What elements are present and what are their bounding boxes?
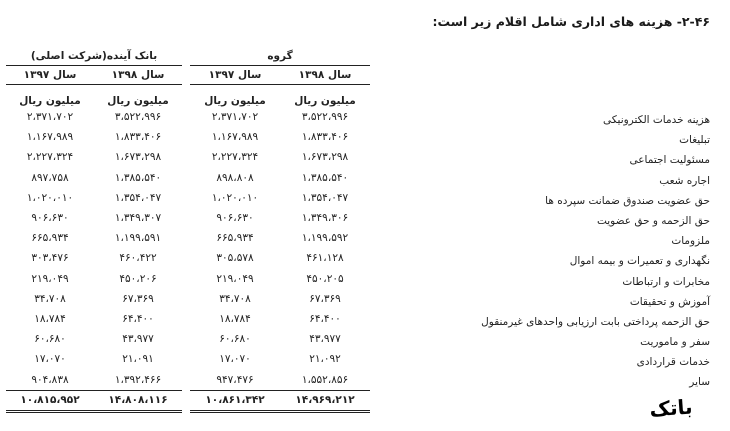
- value-cell: ۴۶۱،۱۲۸: [306, 252, 344, 265]
- col-group-1398: سال ۱۳۹۸: [280, 66, 370, 85]
- value-cell: ۱،۳۴۹،۳۰۷: [114, 212, 162, 225]
- row-label: سایر: [689, 376, 710, 389]
- value-cell: ۲۱،۰۹۲: [309, 353, 341, 366]
- value-cell: ۳۰۵،۵۷۸: [216, 252, 254, 265]
- col-group-1397: سال ۱۳۹۷: [190, 66, 280, 85]
- value-cell: ۲۱۹،۰۴۹: [216, 272, 254, 285]
- row-label: خدمات قراردادی: [636, 356, 710, 369]
- row-label: مسئولیت اجتماعی: [629, 154, 710, 167]
- value-cell: ۲،۳۷۱،۷۰۲: [211, 111, 259, 124]
- row-label: ملزومات: [671, 235, 710, 248]
- table-row: [6, 369, 370, 390]
- row-label: تبلیغات: [679, 134, 710, 147]
- value-cell: ۱۸،۷۸۴: [34, 312, 66, 325]
- value-cell: ۱،۱۹۹،۵۹۱: [114, 232, 162, 245]
- value-cell: ۱،۳۹۲،۴۶۶: [114, 373, 162, 386]
- value-cell: ۳،۵۲۲،۹۹۶: [301, 111, 349, 124]
- value-cell: ۱،۳۴۹،۳۰۶: [301, 212, 349, 225]
- value-cell: ۱۷،۰۷۰: [219, 353, 251, 366]
- col-bank-1397: سال ۱۳۹۷: [6, 66, 94, 85]
- table-row: [6, 248, 370, 268]
- row-label: آموزش و تحقیقات: [629, 295, 710, 308]
- value-cell: ۶۷،۳۶۹: [122, 292, 154, 305]
- table-row: [6, 188, 370, 208]
- total-cell: ۱۴،۹۶۹،۲۱۲: [280, 390, 370, 411]
- value-cell: ۸۹۸،۸۰۸: [216, 171, 254, 184]
- unit-label: میلیون ریال: [204, 95, 266, 107]
- row-label: سفر و ماموریت: [640, 336, 710, 349]
- table-row: [6, 208, 370, 228]
- table-row: [6, 269, 370, 289]
- value-cell: ۱،۸۳۳،۴۰۶: [114, 131, 162, 144]
- value-cell: ۹۰۶،۶۳۰: [31, 212, 69, 225]
- value-cell: ۱،۳۸۵،۵۴۰: [301, 171, 349, 184]
- value-cell: ۱،۳۸۵،۵۴۰: [114, 171, 162, 184]
- table-row: [6, 127, 370, 147]
- value-cell: ۱،۶۷۳،۲۹۸: [114, 151, 162, 164]
- value-cell: ۱،۱۶۷،۹۸۹: [211, 131, 259, 144]
- value-cell: ۱،۰۲۰،۰۱۰: [211, 191, 259, 204]
- table-row: [6, 309, 370, 329]
- value-cell: ۸۹۷،۷۵۸: [31, 171, 69, 184]
- value-cell: ۶۰،۶۸۰: [34, 333, 66, 346]
- value-cell: ۶۰،۶۸۰: [219, 333, 251, 346]
- value-cell: ۲۱۹،۰۴۹: [31, 272, 69, 285]
- expenses-table: [6, 47, 370, 413]
- value-cell: ۱۷،۰۷۰: [34, 353, 66, 366]
- value-cell: ۳۴،۷۰۸: [219, 292, 251, 305]
- value-cell: ۶۴،۴۰۰: [122, 312, 154, 325]
- row-label: حق عضویت صندوق ضمانت سپرده ها: [545, 194, 710, 207]
- total-cell: ۱۴،۸۰۸،۱۱۶: [94, 390, 182, 411]
- table-row: [6, 168, 370, 188]
- unit-label: میلیون ریال: [19, 95, 81, 107]
- note-title: ۲-۴۶- هزینه های اداری شامل اقلام زیر است:: [432, 14, 710, 29]
- table-row: [6, 228, 370, 248]
- watermark-logo: باتک: [648, 394, 694, 422]
- value-cell: ۱،۳۵۴،۰۴۷: [301, 191, 349, 204]
- row-label: مخابرات و ارتباطات: [622, 275, 710, 288]
- value-cell: ۴۳،۹۷۷: [309, 333, 341, 346]
- value-cell: ۳،۵۲۲،۹۹۶: [114, 111, 162, 124]
- value-cell: ۱،۳۵۴،۰۴۷: [114, 191, 162, 204]
- value-cell: ۶۶۵،۹۳۴: [216, 232, 254, 245]
- table-row: [6, 349, 370, 369]
- value-cell: ۱۸،۷۸۴: [219, 312, 251, 325]
- table-row: [6, 289, 370, 309]
- col-bank-1398: سال ۱۳۹۸: [94, 66, 182, 85]
- value-cell: ۱،۶۷۳،۲۹۸: [301, 151, 349, 164]
- value-cell: ۲۱،۰۹۱: [122, 353, 154, 366]
- value-cell: ۹۰۴،۸۳۸: [31, 373, 69, 386]
- row-label: اجاره شعب: [659, 174, 710, 187]
- value-cell: ۶۷،۳۶۹: [309, 292, 341, 305]
- header-bank: بانک آینده(شرکت اصلی): [6, 47, 182, 66]
- table-row: [6, 329, 370, 349]
- table-row: [6, 107, 370, 127]
- value-cell: ۴۳،۹۷۷: [122, 333, 154, 346]
- header-group: گروه: [190, 47, 370, 66]
- row-label: نگهداری و تعمیرات و بیمه اموال: [569, 255, 710, 268]
- value-cell: ۱،۸۳۳،۴۰۶: [301, 131, 349, 144]
- row-label: حق الزحمه و حق عضویت: [596, 214, 710, 227]
- value-cell: ۶۶۵،۹۳۴: [31, 232, 69, 245]
- value-cell: ۴۵۰،۲۰۶: [119, 272, 157, 285]
- row-labels: [460, 110, 710, 393]
- total-cell: ۱۰،۸۶۱،۳۴۲: [190, 390, 280, 411]
- row-label: هزینه خدمات الکترونیکی: [602, 114, 710, 126]
- value-cell: ۶۴،۴۰۰: [309, 312, 341, 325]
- value-cell: ۱،۱۶۷،۹۸۹: [26, 131, 74, 144]
- value-cell: ۴۶۰،۴۲۲: [119, 252, 157, 265]
- unit-label: میلیون ریال: [107, 95, 169, 107]
- value-cell: ۳۰۳،۴۷۶: [31, 252, 69, 265]
- value-cell: ۲،۲۲۷،۳۲۴: [26, 151, 74, 164]
- table-row: [6, 147, 370, 167]
- value-cell: ۱،۰۲۰،۰۱۰: [26, 191, 74, 204]
- value-cell: ۲،۳۷۱،۷۰۲: [26, 111, 74, 124]
- value-cell: ۱،۵۵۲،۸۵۶: [301, 373, 349, 386]
- row-label: حق الزحمه پرداختی بابت ارزیابی واحدهای غیرمنقول: [481, 315, 710, 328]
- value-cell: ۹۰۶،۶۳۰: [216, 212, 254, 225]
- value-cell: ۴۵۰،۲۰۵: [306, 272, 344, 285]
- value-cell: ۱،۱۹۹،۵۹۲: [301, 232, 349, 245]
- value-cell: ۲،۲۲۷،۳۲۴: [211, 151, 259, 164]
- total-cell: ۱۰،۸۱۵،۹۵۲: [6, 390, 94, 411]
- totals-row: [6, 390, 370, 411]
- unit-label: میلیون ریال: [294, 95, 356, 107]
- value-cell: ۳۴،۷۰۸: [34, 292, 66, 305]
- value-cell: ۹۴۷،۴۷۶: [216, 373, 254, 386]
